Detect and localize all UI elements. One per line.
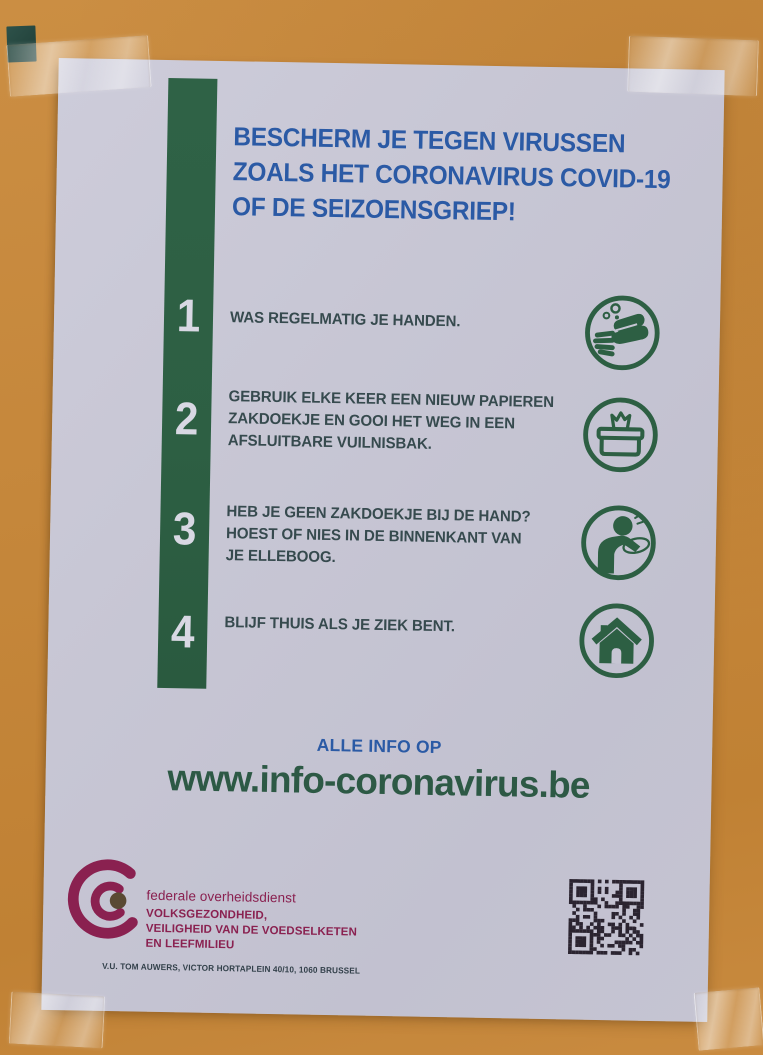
tissue-box-icon <box>579 394 661 476</box>
federal-government-logo <box>63 852 153 948</box>
step-4-number: 4 <box>170 605 196 658</box>
step-1-text: WAS REGELMATIG JE HANDEN. <box>229 309 461 331</box>
poster-title-line: BESCHERM JE TEGEN VIRUSSEN <box>233 121 626 159</box>
step-3-text: HEB JE GEEN ZAKDOEKJE BIJ DE HAND? HOEST OF NIES IN DE BINNENKANT VAN JE ELLEBOOG. <box>225 503 531 567</box>
info-label: ALLE INFO OP <box>316 734 442 758</box>
house-icon <box>575 600 657 682</box>
poster <box>41 58 724 1022</box>
step-2-text: GEBRUIK ELKE KEER EEN NIEUW PAPIEREN ZAKDOEKJE EN GOOI HET WEG IN EEN AFSLUITBARE VUILNISBAK. <box>227 388 555 453</box>
step-4-text: BLIJF THUIS ALS JE ZIEK BENT. <box>224 614 456 636</box>
step-3-number: 3 <box>172 502 197 555</box>
logo-department: VOLKSGEZONDHEID, VEILIGHEID VAN DE VOEDSELKETEN EN LEEFMILIEU <box>145 907 358 952</box>
tape-top-right <box>627 36 759 97</box>
step-1-number: 1 <box>176 289 201 342</box>
poster-title-line: ZOALS HET CORONAVIRUS COVID-19 <box>232 156 671 195</box>
logo-tagline: federale overheidsdienst <box>146 887 297 906</box>
green-number-bar <box>157 78 217 689</box>
step-2-number: 2 <box>174 392 199 445</box>
tape-top-left <box>6 35 151 97</box>
website-url: www.info-coronavirus.be <box>167 757 591 806</box>
washing-hands-icon <box>581 292 663 374</box>
cough-in-elbow-icon <box>577 502 659 584</box>
qr-code <box>564 875 647 958</box>
poster-title <box>232 119 676 232</box>
tape-bottom-right <box>694 987 763 1051</box>
imprint-line: V.U. TOM AUWERS, VICTOR HORTAPLEIN 40/10, 1060 BRUSSEL <box>102 960 361 976</box>
tape-bottom-left <box>9 992 106 1049</box>
poster-title-line: OF DE SEIZOENSGRIEP! <box>231 191 516 227</box>
